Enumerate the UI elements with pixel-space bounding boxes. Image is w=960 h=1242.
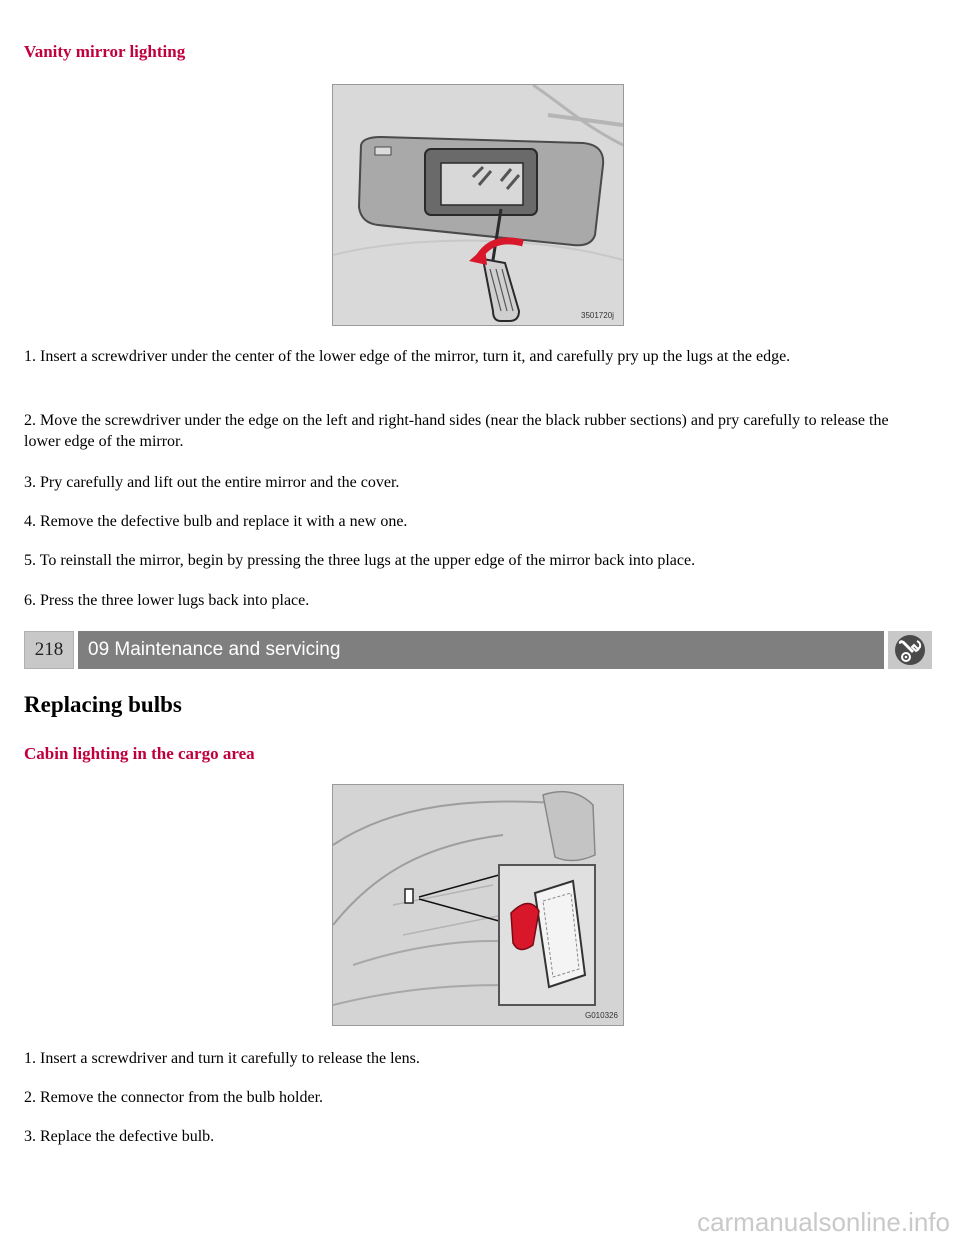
cargo-light-drawing <box>333 785 623 1025</box>
section-header-bar <box>24 631 932 669</box>
step-text: 2. Remove the connector from the bulb holder. <box>24 1089 324 1106</box>
page-number: 218 <box>24 631 74 669</box>
wrench-gear-icon <box>888 631 932 669</box>
figure-code: 3501720j <box>581 311 614 320</box>
step-text: 2. Move the screwdriver under the edge on the left and right-hand sides (near the black rubber sections) and pry carefully to release the lower edge of the mirror. <box>24 412 889 450</box>
step-text: 3. Pry carefully and lift out the entire mirror and the cover. <box>24 474 400 491</box>
step-text: 1. Insert a screwdriver under the center of the lower edge of the mirror, turn it, and carefully pry up the lugs at the edge. <box>24 348 791 365</box>
step-text: 1. Insert a screwdriver and turn it carefully to release the lens. <box>24 1050 420 1067</box>
vanity-mirror-illustration <box>332 84 624 326</box>
step-text: 5. To reinstall the mirror, begin by pressing the three lugs at the upper edge of the mirror back into place. <box>24 552 696 569</box>
vanity-mirror-drawing <box>333 85 623 325</box>
cargo-light-illustration <box>332 784 624 1026</box>
step-text: 6. Press the three lower lugs back into place. <box>24 592 310 609</box>
page-title: Replacing bulbs <box>24 692 182 717</box>
section-heading-cargo-lighting: Cabin lighting in the cargo area <box>24 744 255 763</box>
step-text: 4. Remove the defective bulb and replace it with a new one. <box>24 513 408 530</box>
section-heading-vanity-mirror: Vanity mirror lighting <box>24 42 186 61</box>
step-text: 3. Replace the defective bulb. <box>24 1128 215 1145</box>
watermark: carmanualsonline.info <box>697 1207 950 1237</box>
chapter-title: 09 Maintenance and servicing <box>78 631 884 669</box>
figure-code: G010326 <box>585 1011 618 1020</box>
